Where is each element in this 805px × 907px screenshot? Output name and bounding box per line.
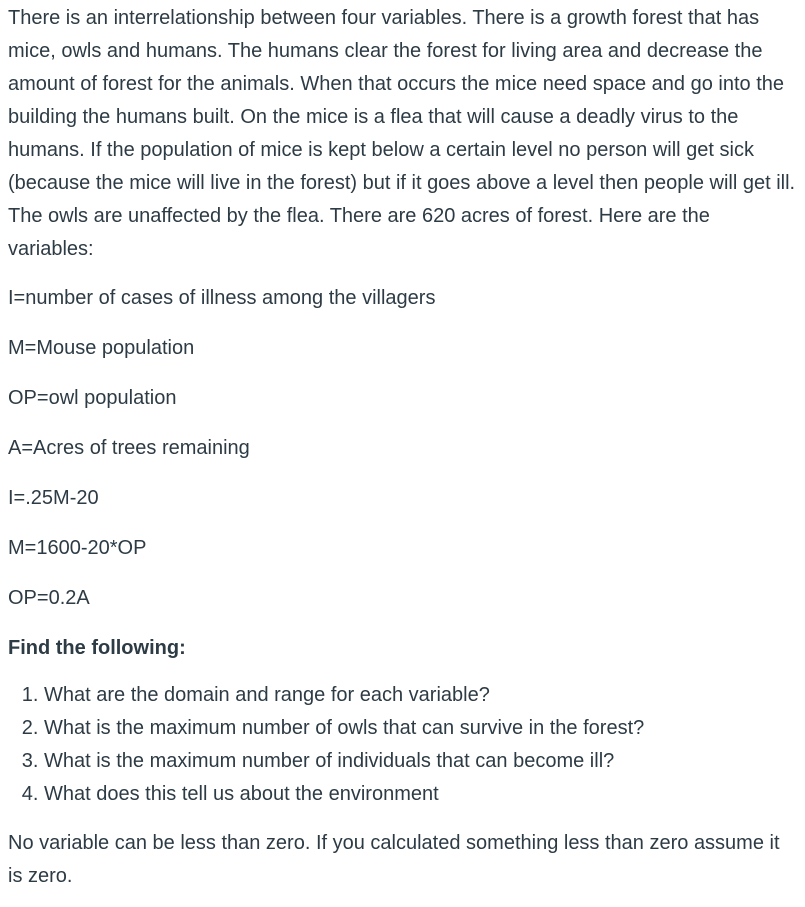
document-body <box>8 2 798 893</box>
section-heading: Find the following: <box>8 637 186 659</box>
variable-illness: I=number of cases of illness among the villagers <box>8 287 436 309</box>
variable-acres: A=Acres of trees remaining <box>8 437 250 459</box>
equation-owl: OP=0.2A <box>8 587 90 609</box>
question-item: 3. What is the maximum number of individuals that can become ill? <box>44 745 798 778</box>
note-paragraph: No variable can be less than zero. If you calculated something less than zero assume it is zero. <box>8 832 780 887</box>
question-item: 4. What does this tell us about the environment <box>44 778 798 811</box>
variable-mouse: M=Mouse population <box>8 337 195 359</box>
intro-paragraph: There is an interrelationship between four variables. There is a growth forest that has mice, owls and humans. The humans clear the forest for living area and decrease the amount of forest for the animals. When that occurs the mice need space and go into the building the humans built. On the mice is a flea that will cause a deadly virus to the humans. If the population of mice is kept below a certain level no person will get sick (because the mice will live in the forest) but if it goes above a level then people will get ill. The owls are unaffected by the flea. There are 620 acres of forest. Here are the variables: <box>8 7 796 260</box>
equation-mouse: M=1600-20*OP <box>8 537 147 559</box>
question-item: 2. What is the maximum number of owls that can survive in the forest? <box>44 712 798 745</box>
question-list <box>8 679 798 811</box>
question-item: 1. What are the domain and range for each variable? <box>44 679 798 712</box>
equation-illness: I=.25M-20 <box>8 487 99 509</box>
variable-owl: OP=owl population <box>8 387 177 409</box>
